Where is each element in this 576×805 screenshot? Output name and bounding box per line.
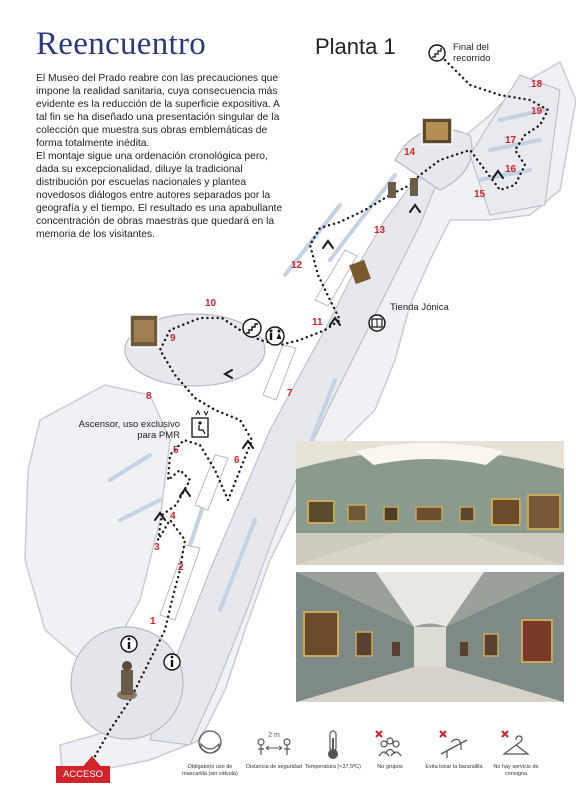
face-mask-icon (193, 728, 227, 762)
stairs-icon (243, 319, 261, 337)
restroom-icon (266, 327, 284, 345)
elevator-icon (192, 411, 208, 437)
room-number: 13 (374, 225, 386, 236)
artwork-thumbnail-icon (422, 118, 452, 144)
room-number: 11 (312, 317, 323, 328)
room-number: 14 (404, 147, 416, 158)
room-number: 1 (150, 616, 156, 627)
no-groups-icon (373, 728, 407, 762)
room-number: 19 (531, 106, 543, 117)
route-arrow-icon (243, 441, 253, 448)
legend-item-temperature (301, 728, 365, 771)
room-number: 10 (205, 298, 217, 309)
intro-paragraph: El montaje sigue una ordenación cronológica pero, dada su excepcionalidad, diluye la tradicional distribución por escuelas nacionales y plantea novedosos diálogos entre autores separados por la geografía y el tiempo. El resultado es una apabullante concentración de obras maestras que quedará en la memoria de los visitantes. (36, 151, 283, 240)
legend-label: Distancia de seguridad (246, 764, 302, 770)
room-number: 3 (154, 542, 160, 553)
legend-label: Obligatorio uso de mascarilla (sin válvula) (182, 764, 238, 777)
legend-item-no-groups (358, 728, 422, 771)
room-number: 17 (505, 135, 517, 146)
room-number: 7 (287, 388, 293, 399)
shop-icon (369, 315, 385, 331)
legend-item-mask (178, 728, 242, 777)
end-of-route-label: Final del recorrido (453, 42, 491, 64)
page-title: Reencuentro (36, 26, 207, 62)
exit-stairs-icon (429, 45, 445, 61)
thermometer-icon (316, 728, 350, 762)
room-number: 18 (531, 79, 543, 90)
shop-label: Tienda Jónica (390, 302, 449, 313)
entrance-label: ACCESO (56, 766, 110, 783)
legend-label: No hay servicio de consigna (493, 764, 539, 777)
elevator-label: Ascensor, uso exclusivo para PMR (78, 419, 180, 441)
legend-item-distance (242, 728, 306, 771)
info-icon[interactable] (164, 654, 180, 670)
legend-label: Evita tocar la barandilla (425, 764, 483, 770)
room-number: 8 (146, 391, 152, 402)
no-handrail-icon (437, 728, 471, 762)
room-number: 9 (170, 333, 176, 344)
route-arrow-icon (180, 489, 190, 496)
room-number: 2 (178, 562, 184, 573)
legend-item-cloakroom (484, 728, 548, 777)
room-number: 16 (505, 164, 517, 175)
distance-value: 2 m (268, 732, 280, 739)
room-number: 15 (474, 189, 486, 200)
room-number: 4 (170, 511, 176, 522)
info-icon[interactable] (121, 636, 137, 652)
legend-item-handrail (422, 728, 486, 771)
artwork-thumbnail-icon (130, 315, 158, 347)
gallery-photo-corridor (296, 572, 564, 702)
room-number: 6 (234, 455, 240, 466)
gallery-photo-rotunda (296, 441, 564, 565)
room-number: 12 (291, 260, 303, 271)
room-number: 5 (173, 445, 179, 456)
intro-text (36, 72, 288, 241)
intro-paragraph: El Museo del Prado reabre con las precauciones que impone la realidad sanitaria, cuya consecuencia más evidente es la reducción de la superficie expositiva. A tal fin se ha diseñado una presentación singular de la colección que muestra sus obras emblemáticas de forma totalmente inédita. (36, 73, 280, 149)
distance-icon (253, 728, 295, 762)
floor-label: Planta 1 (315, 34, 396, 59)
route-arrow-icon (323, 241, 333, 248)
legend-label: Temperatura (<37,5ºC) (305, 764, 361, 770)
no-cloakroom-icon (499, 728, 533, 762)
legend-label: No grupos (377, 764, 403, 770)
